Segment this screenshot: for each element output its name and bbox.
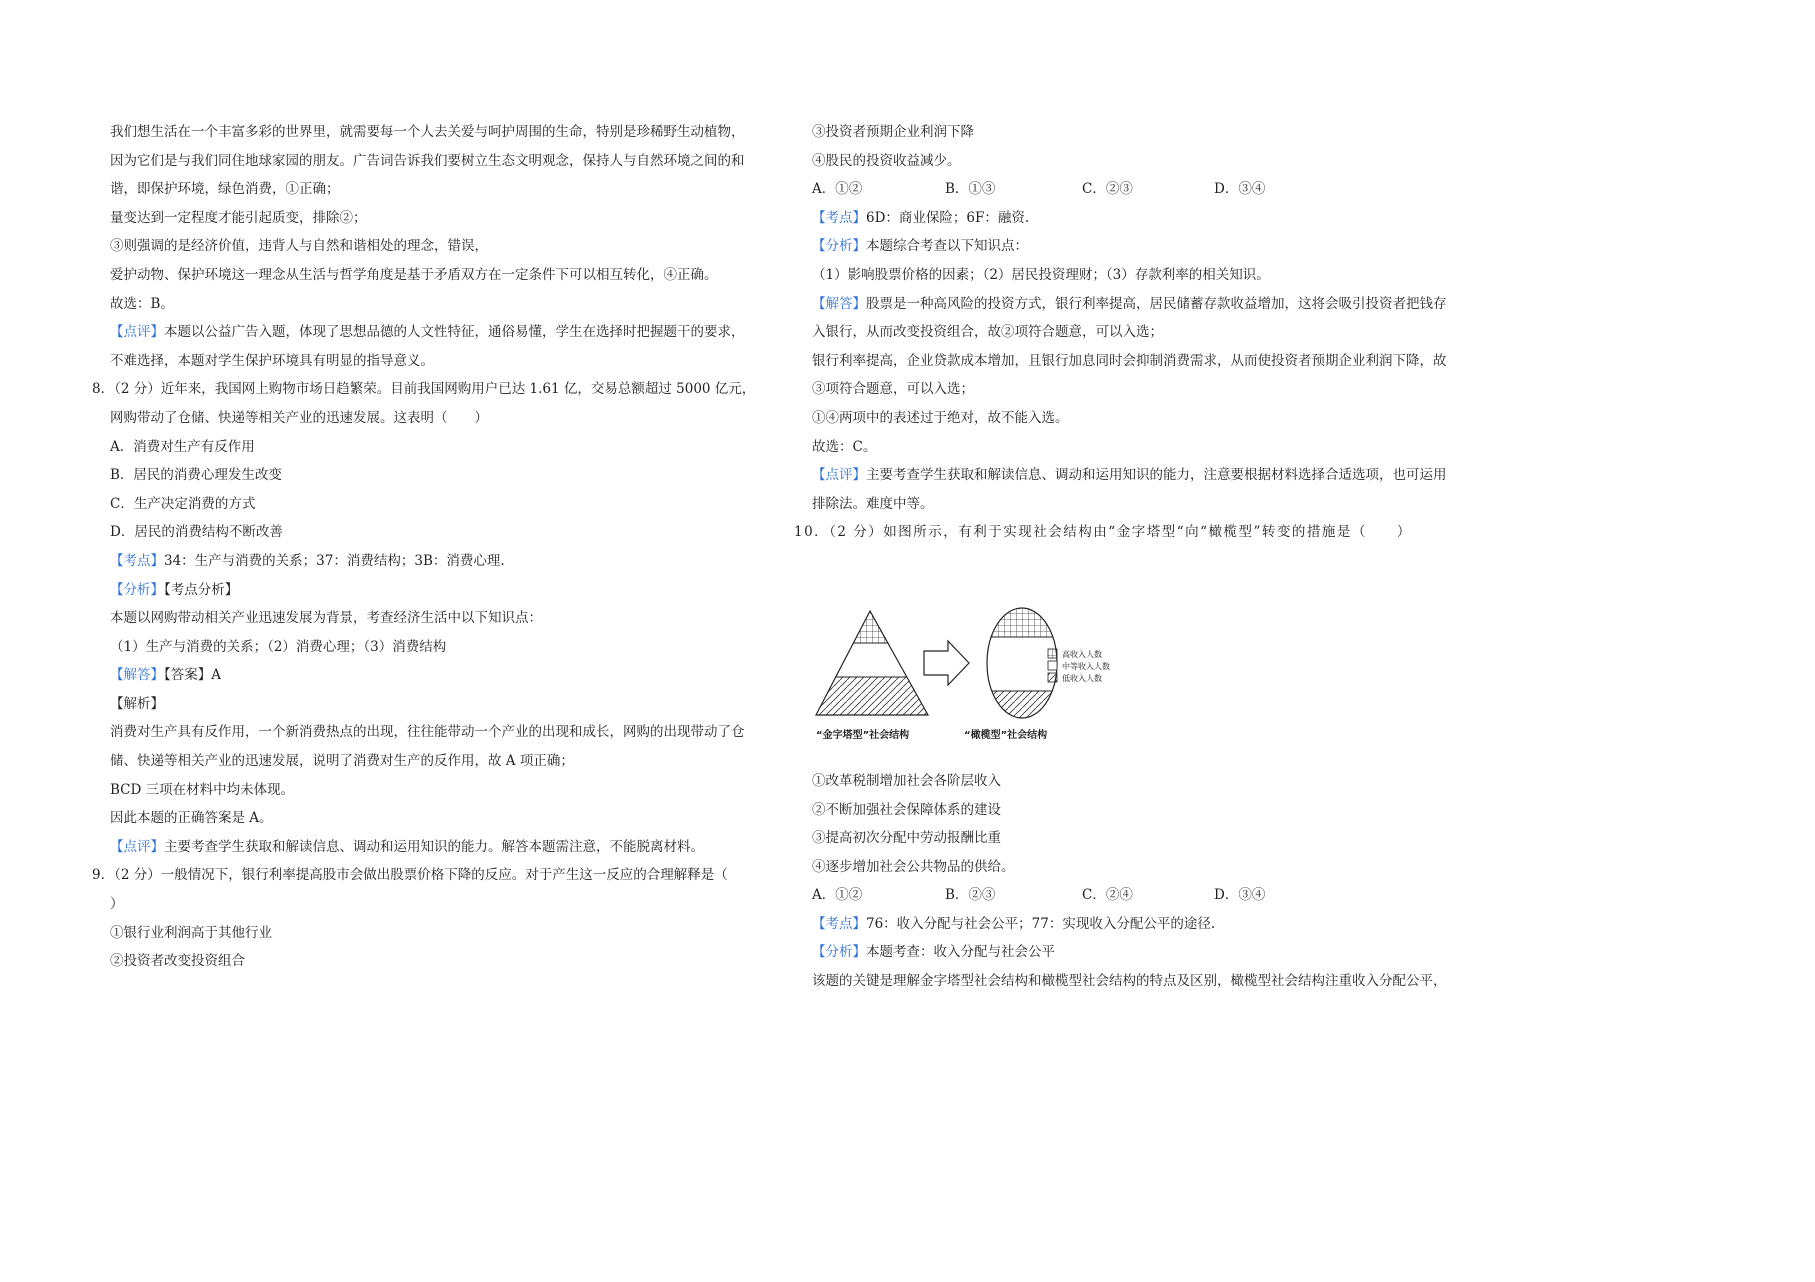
social-structure-figure xyxy=(812,547,1477,767)
q9-jieda-line-5: 故选：C。 xyxy=(812,438,877,455)
q7-review-cont: 不难选择，本题对学生保护环境具有明显的指导意义。 xyxy=(110,352,434,369)
q7-analysis-line-3: 谐，即保护环境，绿色消费，①正确； xyxy=(110,181,340,198)
q9-item-2: ②投资者改变投资组合 xyxy=(110,953,245,970)
q7-answer-line: 故选：B。 xyxy=(110,295,174,312)
q9-option-d: D．③④ xyxy=(1214,181,1266,198)
kaodian-text: 76：收入分配与社会公平；77：实现收入分配公平的途径. xyxy=(866,915,1216,932)
arrow-right-icon xyxy=(924,641,969,685)
review-text: 主要考查学生获取和解读信息、调动和运用知识的能力，注意要根据材料选择合适选项，也可运用 xyxy=(866,467,1447,484)
fenxi-tag: 【分析】 xyxy=(110,581,164,598)
q9-item-4: ④股民的投资收益减少。 xyxy=(812,152,961,169)
q8-kaodian xyxy=(110,547,775,576)
review-text: 主要考查学生获取和解读信息、调动和运用知识的能力。解答本题需注意，不能脱离材料。 xyxy=(164,838,704,855)
q9-option-a: A．①② xyxy=(812,181,863,198)
q10-last-line: 该题的关键是理解金字塔型社会结构和橄榄型社会结构的特点及区别，橄榄型社会结构注重收入分配公平， xyxy=(812,973,1447,990)
legend-low: 低收入人数 xyxy=(1062,673,1102,683)
q8-fenxi-line-2: （1）生产与消费的关系；（2）消费心理；（3）消费结构 xyxy=(110,638,447,655)
q8-option-b: B．居民的消费心理发生改变 xyxy=(110,467,282,484)
left-column xyxy=(92,118,775,976)
q9-item-3: ③投资者预期企业利润下降 xyxy=(812,124,974,140)
fenxi-text: 【考点分析】 xyxy=(164,581,239,598)
q10-option-c: C．②④ xyxy=(1082,887,1133,904)
q10-item-4: ④逐步增加社会公共物品的供给。 xyxy=(812,858,1015,875)
q7-analysis-line-2: 因为它们是与我们同住地球家园的朋友。广告词告诉我们要树立生态文明观念，保持人与自然环境之间的和 xyxy=(110,152,745,169)
q9-jieda-line-1: 入银行，从而改变投资组合，故②项符合题意，可以入选； xyxy=(812,324,1163,341)
q10-option-a: A．①② xyxy=(812,887,863,904)
q9-item-1: ①银行业利润高于其他行业 xyxy=(110,924,272,941)
q9-fenxi xyxy=(812,232,1477,261)
jieda-tag: 【解答】 xyxy=(110,667,164,684)
q9-jieda xyxy=(812,290,1477,319)
kaodian-text: 34：生产与消费的关系；37：消费结构；3B：消费心理. xyxy=(164,552,505,569)
q8-review xyxy=(110,833,775,862)
q8-jieda xyxy=(110,661,775,690)
kaodian-tag: 【考点】 xyxy=(812,209,866,226)
q10-item-2: ②不断加强社会保障体系的建设 xyxy=(812,801,1001,818)
review-text: 本题以公益广告入题，体现了思想品德的人文性特征，通俗易懂，学生在选择时把握题干的要求， xyxy=(164,324,745,341)
q10-kaodian xyxy=(812,910,1477,939)
q9-jieda-line-4: ①④两项中的表述过于绝对，故不能入选。 xyxy=(812,409,1069,426)
q7-analysis-line-1: 我们想生活在一个丰富多彩的世界里，就需要每一个人去关爱与呵护周围的生命，特别是珍稀野生动植物， xyxy=(110,124,745,140)
q9-options xyxy=(812,175,1477,204)
q8-stem-line-1: 8．（2 分）近年来，我国网上购物市场日趋繁荣。目前我国网购用户已达 1.61 亿，交易总额超过 5000 亿元， xyxy=(92,381,756,398)
q8-jiexi-label: 【解析】 xyxy=(110,695,164,712)
q10-stem: 10．（2 分）如图所示，有利于实现社会结构由“金字塔型“向“橄榄型”转变的措施是（ ） xyxy=(794,524,1412,541)
q10-option-b: B．②③ xyxy=(945,887,996,904)
fenxi-tag: 【分析】 xyxy=(812,944,866,961)
kaodian-text: 6D：商业保险；6F：融资. xyxy=(866,209,1030,226)
legend-box-high xyxy=(1048,649,1057,658)
q7-review xyxy=(110,318,775,347)
jieda-tag: 【解答】 xyxy=(812,295,866,312)
caption-pyramid: “金字塔型”社会结构 xyxy=(816,729,910,741)
q10-option-d: D．③④ xyxy=(1214,887,1266,904)
q8-jiexi-line-3: BCD 三项在材料中均未体现。 xyxy=(110,781,295,798)
q9-stem-line-2: ） xyxy=(110,896,124,913)
q9-fenxi-line: （1）影响股票价格的因素；（2）居民投资理财；（3）存款利率的相关知识。 xyxy=(812,266,1270,283)
kaodian-tag: 【考点】 xyxy=(812,915,866,932)
q8-fenxi-line-1: 本题以网购带动相关产业迅速发展为背景，考查经济生活中以下知识点： xyxy=(110,610,542,627)
q8-option-d: D．居民的消费结构不断改善 xyxy=(110,524,283,541)
q9-jieda-line-2: 银行利率提高，企业贷款成本增加，且银行加息同时会抑制消费需求，从而使投资者预期企业利润下降，故 xyxy=(812,352,1447,369)
q7-analysis-line-5: ③则强调的是经济价值，违背人与自然和谐相处的理念，错误， xyxy=(110,238,488,255)
q8-option-c: C．生产决定消费的方式 xyxy=(110,495,256,512)
review-tag: 【点评】 xyxy=(110,838,164,855)
q7-analysis-line-6: 爱护动物、保护环境这一理念从生活与哲学角度是基于矛盾双方在一定条件下可以相互转化，④正确。 xyxy=(110,266,718,283)
review-tag: 【点评】 xyxy=(110,324,164,341)
q10-fenxi xyxy=(812,938,1477,967)
q8-jiexi-line-1: 消费对生产具有反作用，一个新消费热点的出现，往往能带动一个产业的出现和成长，网购的出现带动了仓 xyxy=(110,724,745,741)
fenxi-text: 本题综合考查以下知识点： xyxy=(866,238,1028,255)
legend-high: 高收入人数 xyxy=(1062,649,1102,659)
fenxi-tag: 【分析】 xyxy=(812,238,866,255)
q9-option-b: B．①③ xyxy=(945,181,996,198)
q9-review xyxy=(812,461,1477,490)
q8-jiexi-line-4: 因此本题的正确答案是 A。 xyxy=(110,810,273,827)
caption-olive: “橄榄型”社会结构 xyxy=(964,729,1048,741)
q10-options xyxy=(812,881,1477,910)
q9-jieda-line-3: ③项符合题意，可以入选； xyxy=(812,381,974,398)
fenxi-text: 本题考查：收入分配与社会公平 xyxy=(866,944,1055,961)
q8-jiexi-line-2: 储、快递等相关产业的迅速发展，说明了消费对生产的反作用，故 A 项正确； xyxy=(110,753,574,770)
jieda-text: 【答案】A xyxy=(164,667,221,684)
legend-middle: 中等收入人数 xyxy=(1062,661,1110,671)
q8-stem-line-2: 网购带动了仓储、快递等相关产业的迅速发展。这表明（ ） xyxy=(110,409,488,426)
kaodian-tag: 【考点】 xyxy=(110,552,164,569)
legend-box-middle xyxy=(1048,661,1057,670)
q9-review-cont: 排除法。难度中等。 xyxy=(812,495,934,512)
review-tag: 【点评】 xyxy=(812,467,866,484)
q9-stem-line-1: 9．（2 分）一般情况下，银行利率提高股市会做出股票价格下降的反应。对于产生这一反应的合理解释是（ xyxy=(92,867,728,884)
q9-kaodian xyxy=(812,204,1477,233)
jieda-text: 股票是一种高风险的投资方式，银行利率提高，居民储蓄存款收益增加，这将会吸引投资者把钱存 xyxy=(866,295,1447,312)
q10-item-1: ①改革税制增加社会各阶层收入 xyxy=(812,772,1001,789)
right-column xyxy=(794,118,1477,996)
q8-fenxi xyxy=(110,576,775,605)
social-structure-diagram xyxy=(812,547,1112,767)
q7-analysis-line-4: 量变达到一定程度才能引起质变，排除②； xyxy=(110,209,367,226)
legend-box-low xyxy=(1048,673,1057,682)
q10-item-3: ③提高初次分配中劳动报酬比重 xyxy=(812,830,1001,847)
q8-option-a: A．消费对生产有反作用 xyxy=(110,438,255,455)
q9-option-c: C．②③ xyxy=(1082,181,1133,198)
